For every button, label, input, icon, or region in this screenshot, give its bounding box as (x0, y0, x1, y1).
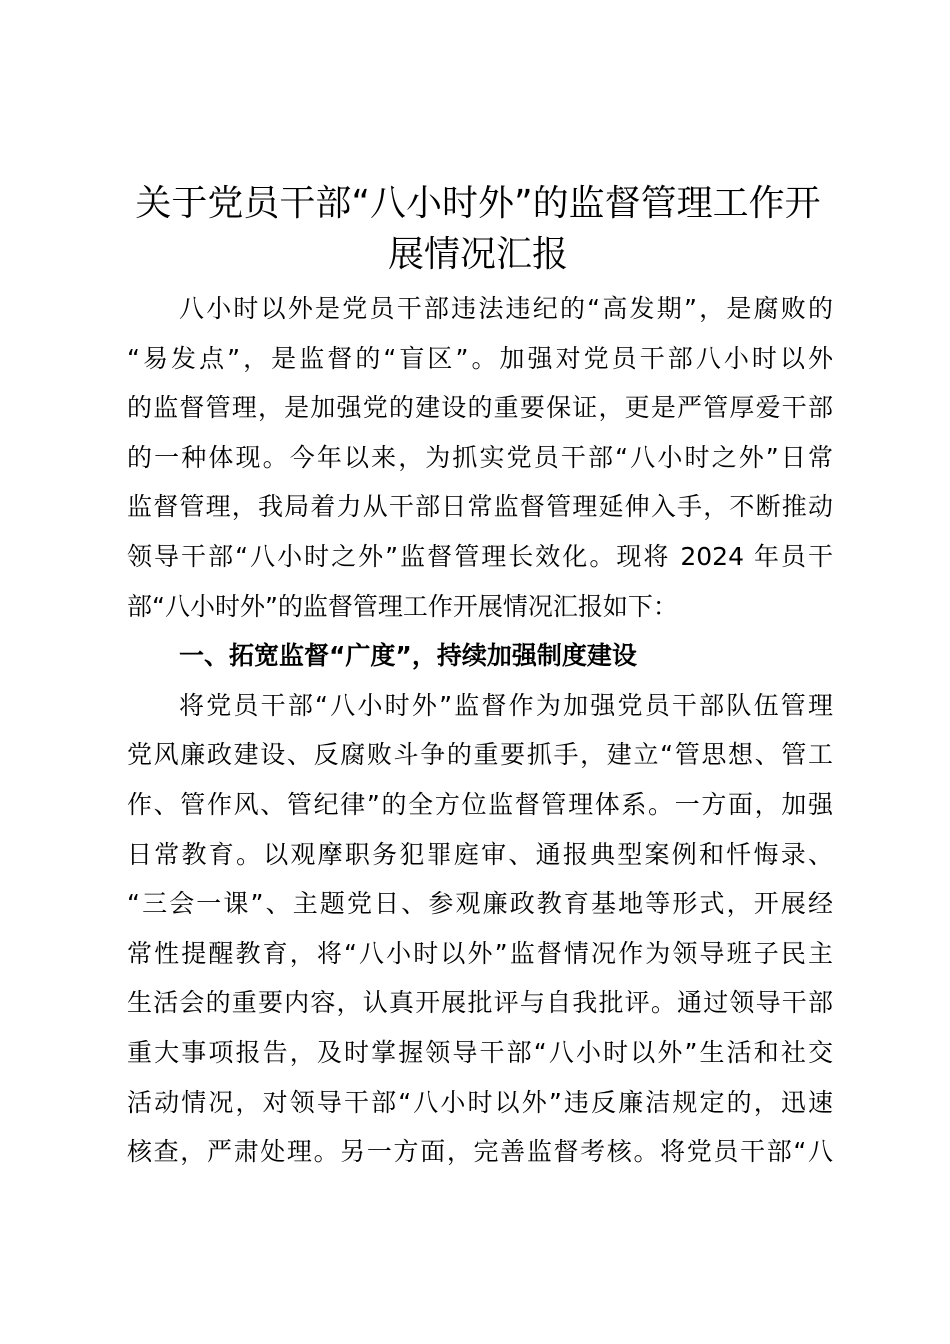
document-title (110, 178, 846, 280)
paragraph-line: 党风廉政建设、反腐败斗争的重要抓手，建立“管思想、管工 (127, 740, 833, 770)
paragraph-line: 的一种体现。今年以来，为抓实党员干部“八小时之外”日常 (127, 442, 833, 472)
title-line-1: 关于党员干部“八小时外”的监督管理工作开 (135, 183, 821, 224)
paragraph-line: 活动情况，对领导干部“八小时以外”违反廉洁规定的，迅速 (127, 1087, 833, 1117)
paragraph-line: 常性提醒教育，将“八小时以外”监督情况作为领导班子民主 (127, 938, 833, 968)
paragraph-line: 核查，严肃处理。另一方面，完善监督考核。将党员干部“八 (127, 1137, 833, 1167)
title-line-2: 展情况汇报 (387, 234, 568, 275)
paragraph-line: 将党员干部“八小时外”监督作为加强党员干部队伍管理 (179, 690, 833, 720)
document-body (127, 284, 833, 1177)
paragraph-line: “易发点”，是监督的“盲区”。加强对党员干部八小时以外 (127, 343, 833, 373)
paragraph-line: 监督管理，我局着力从干部日常监督管理延伸入手，不断推动 (127, 492, 833, 522)
paragraph-line: “三会一课”、主题党日、参观廉政教育基地等形式，开展经 (127, 889, 833, 919)
section-heading: 一、拓宽监督“广度”，持续加强制度建设 (179, 641, 637, 671)
paragraph-line: 作、管作风、管纪律”的全方位监督管理体系。一方面，加强 (127, 789, 833, 819)
paragraph-line: 重大事项报告，及时掌握领导干部“八小时以外”生活和社交 (127, 1037, 833, 1067)
paragraph-line: 生活会的重要内容，认真开展批评与自我批评。通过领导干部 (127, 988, 833, 1018)
paragraph-line: 部“八小时外”的监督管理工作开展情况汇报如下： (127, 591, 678, 621)
paragraph-line: 日常教育。以观摩职务犯罪庭审、通报典型案例和忏悔录、 (127, 839, 833, 869)
paragraph-line: 八小时以外是党员干部违法违纪的“高发期”，是腐败的 (179, 294, 833, 323)
paragraph-line: 领导干部“八小时之外”监督管理长效化。现将 2024 年员干 (127, 541, 834, 571)
paragraph-line: 的监督管理，是加强党的建设的重要保证，更是严管厚爱干部 (127, 393, 833, 423)
